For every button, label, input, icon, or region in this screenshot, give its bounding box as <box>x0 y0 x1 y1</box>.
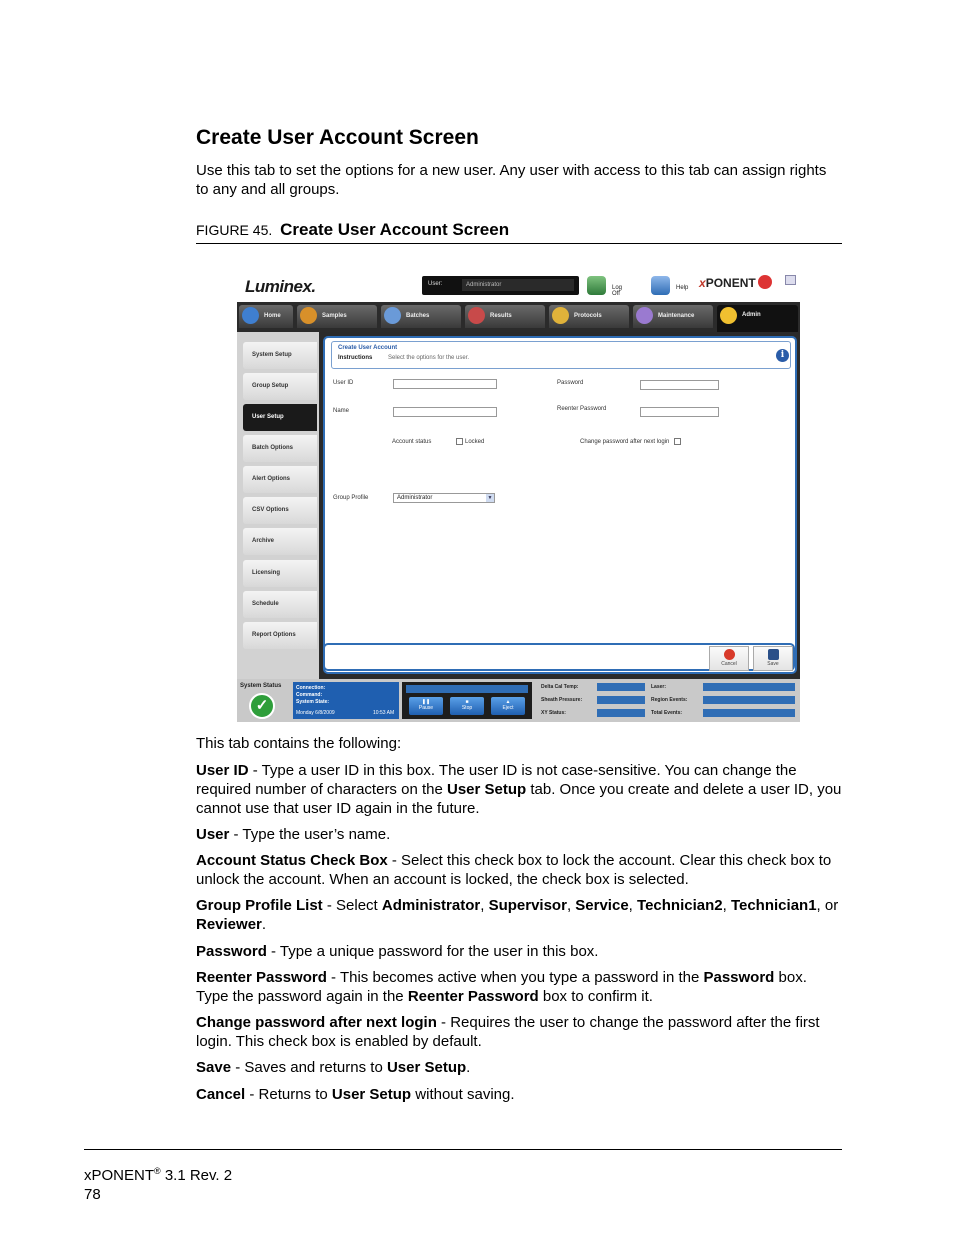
home-icon <box>242 307 259 324</box>
instructions-text: Select the options for the user. <box>388 355 470 361</box>
item-group-profile: Group Profile List - Select Administrator, Supervisor, Service, Technician2, Technician1, or Reviewer. <box>196 897 839 933</box>
sidebar-item-group-setup[interactable]: Group Setup <box>243 373 317 400</box>
info-icon[interactable]: i <box>776 349 789 362</box>
sidebar-item-report-options[interactable]: Report Options <box>243 622 317 649</box>
progress-bar <box>406 685 528 693</box>
locked-label: Locked <box>465 439 485 446</box>
sidebar-item-batch-options[interactable]: Batch Options <box>243 435 317 462</box>
tab-batches[interactable]: Batches <box>381 305 461 328</box>
total-events-value <box>703 709 795 717</box>
group-profile-label: Group Profile <box>333 495 369 501</box>
user-box <box>422 276 579 295</box>
group-profile-value: Administrator <box>397 495 433 501</box>
instructions-label: Instructions <box>338 355 373 361</box>
tab-samples[interactable]: Samples <box>297 305 377 328</box>
region-events-value <box>703 696 795 704</box>
group-profile-select[interactable] <box>393 493 495 503</box>
sidebar-item-alert-options[interactable]: Alert Options <box>243 466 317 493</box>
stop-button[interactable]: ■ Stop <box>450 697 484 715</box>
app-header <box>237 272 800 302</box>
item-change-password: Change password after next login - Requires the user to change the password after the first login. This check box is enabled by default. <box>196 1014 820 1050</box>
item-reenter-password: Reenter Password - This becomes active when you type a password in the Password box. Type the password again in the Reenter Password box to confirm it. <box>196 969 807 1005</box>
page-number: 78 <box>84 1186 101 1203</box>
tab-maintenance[interactable]: Maintenance <box>633 305 713 328</box>
cancel-button[interactable]: Cancel <box>709 646 749 671</box>
time-text: 10:53 AM <box>373 710 395 716</box>
samples-icon <box>300 307 317 324</box>
item-cancel: Cancel - Returns to User Setup without saving. <box>196 1086 515 1103</box>
figure-title: Create User Account Screen <box>280 220 510 239</box>
footer-product: xPONENT® 3.1 Rev. 2 <box>84 1166 233 1184</box>
eject-button[interactable]: ▲ Eject <box>491 697 525 715</box>
change-password-label: Change password after next login <box>580 439 670 446</box>
locked-checkbox-box[interactable] <box>456 438 463 445</box>
figure-screenshot <box>237 272 800 722</box>
locked-checkbox[interactable] <box>456 438 484 445</box>
tab-home[interactable]: Home <box>239 305 293 328</box>
window-button-icon[interactable] <box>785 275 796 285</box>
xy-status-value <box>597 709 645 717</box>
password-label: Password <box>557 380 584 386</box>
xponent-logo: xPONENT <box>699 276 756 290</box>
user-id-label: User ID <box>333 380 354 386</box>
cancel-icon <box>724 649 735 660</box>
contains-text: This tab contains the following: <box>196 735 402 752</box>
main-tabs <box>237 302 800 332</box>
footer-rule <box>84 1149 842 1150</box>
command-label: Command: <box>296 692 323 698</box>
brand-dot-icon <box>758 275 772 289</box>
sidebar-item-csv-options[interactable]: CSV Options <box>243 497 317 524</box>
status-ok-icon: ✓ <box>249 693 275 719</box>
total-events-label: Total Events: <box>651 710 683 716</box>
reenter-password-label: Reenter Password <box>557 406 607 412</box>
results-icon <box>468 307 485 324</box>
sidebar-item-user-setup[interactable]: User Setup <box>243 404 317 431</box>
change-password-checkbox-box[interactable] <box>674 438 681 445</box>
item-password: Password - Type a unique password for the user in this box. <box>196 943 599 960</box>
account-status-label: Account status <box>392 439 432 445</box>
panel-title: Create User Account <box>338 345 398 351</box>
sidebar-item-licensing[interactable]: Licensing <box>243 560 317 587</box>
sheath-pressure-value <box>597 696 645 704</box>
laser-value <box>703 683 795 691</box>
intro-text: Use this tab to set the options for a new user. Any user with access to this tab can assign rights to any and all groups. <box>196 162 827 198</box>
figure-number: FIGURE 45. <box>196 222 273 238</box>
chevron-down-icon[interactable]: ▼ <box>487 495 493 501</box>
tab-admin[interactable]: Admin <box>717 305 798 332</box>
help-icon <box>651 276 670 295</box>
section-heading: Create User Account Screen <box>196 126 479 149</box>
system-state-label: System State: <box>296 699 330 705</box>
xy-status-label: XY Status: <box>541 710 566 716</box>
tab-results[interactable]: Results <box>465 305 545 328</box>
system-status-label: System Status <box>240 683 282 689</box>
batches-icon <box>384 307 401 324</box>
page-footer <box>84 1162 232 1204</box>
sidebar-item-archive[interactable]: Archive <box>243 528 317 555</box>
instructions-box <box>331 341 791 369</box>
create-user-panel <box>323 336 797 674</box>
action-bar <box>323 643 795 671</box>
name-label: Name <box>333 408 350 414</box>
item-user-id: User ID - Type a user ID in this box. The user ID is not case-sensitive. You can change the required number of characters on the User Setup tab. Once you create and delete a user ID, you cannot use that user ID again in the future. <box>196 762 842 817</box>
save-button[interactable]: Save <box>753 646 793 671</box>
admin-icon <box>720 307 737 324</box>
protocols-icon <box>552 307 569 324</box>
help-label: Help <box>676 285 689 291</box>
admin-sidebar <box>237 332 319 679</box>
status-bar <box>237 679 800 722</box>
delta-cal-temp-value <box>597 683 645 691</box>
item-save: Save - Saves and returns to User Setup. <box>196 1059 471 1076</box>
sidebar-item-system-setup[interactable]: System Setup <box>243 342 317 369</box>
run-controls <box>402 682 532 719</box>
user-label: User: <box>428 281 443 287</box>
log-off-icon <box>587 276 606 295</box>
luminex-logo: Luminex. <box>245 277 316 296</box>
password-input[interactable] <box>640 380 719 390</box>
sheath-pressure-label: Sheath Pressure: <box>541 697 583 703</box>
connection-label: Connection: <box>296 685 326 691</box>
laser-label: Laser: <box>651 684 667 690</box>
user-value: Administrator <box>462 279 574 291</box>
region-events-label: Region Events: <box>651 697 688 703</box>
pause-button[interactable]: ❚❚ Pause <box>409 697 443 715</box>
maintenance-icon <box>636 307 653 324</box>
log-off-label: Log Off <box>612 285 623 297</box>
figure-caption <box>196 220 842 244</box>
tab-protocols[interactable]: Protocols <box>549 305 629 328</box>
content-area <box>319 332 800 679</box>
date-text: Monday 6/8/2009 <box>296 710 335 716</box>
item-user: User - Type the user’s name. <box>196 826 391 843</box>
name-input[interactable] <box>393 407 497 417</box>
delta-cal-temp-label: Delta Cal Temp: <box>541 684 579 690</box>
reenter-password-input[interactable] <box>640 407 719 417</box>
user-id-input[interactable] <box>393 379 497 389</box>
system-info-box <box>293 682 399 719</box>
sidebar-item-schedule[interactable]: Schedule <box>243 591 317 618</box>
save-icon <box>768 649 779 660</box>
item-account-status: Account Status Check Box - Select this check box to lock the account. Clear this check box to unlock the account. When an account is locked, the check box is selected. <box>196 852 832 888</box>
change-password-checkbox[interactable] <box>580 438 683 445</box>
